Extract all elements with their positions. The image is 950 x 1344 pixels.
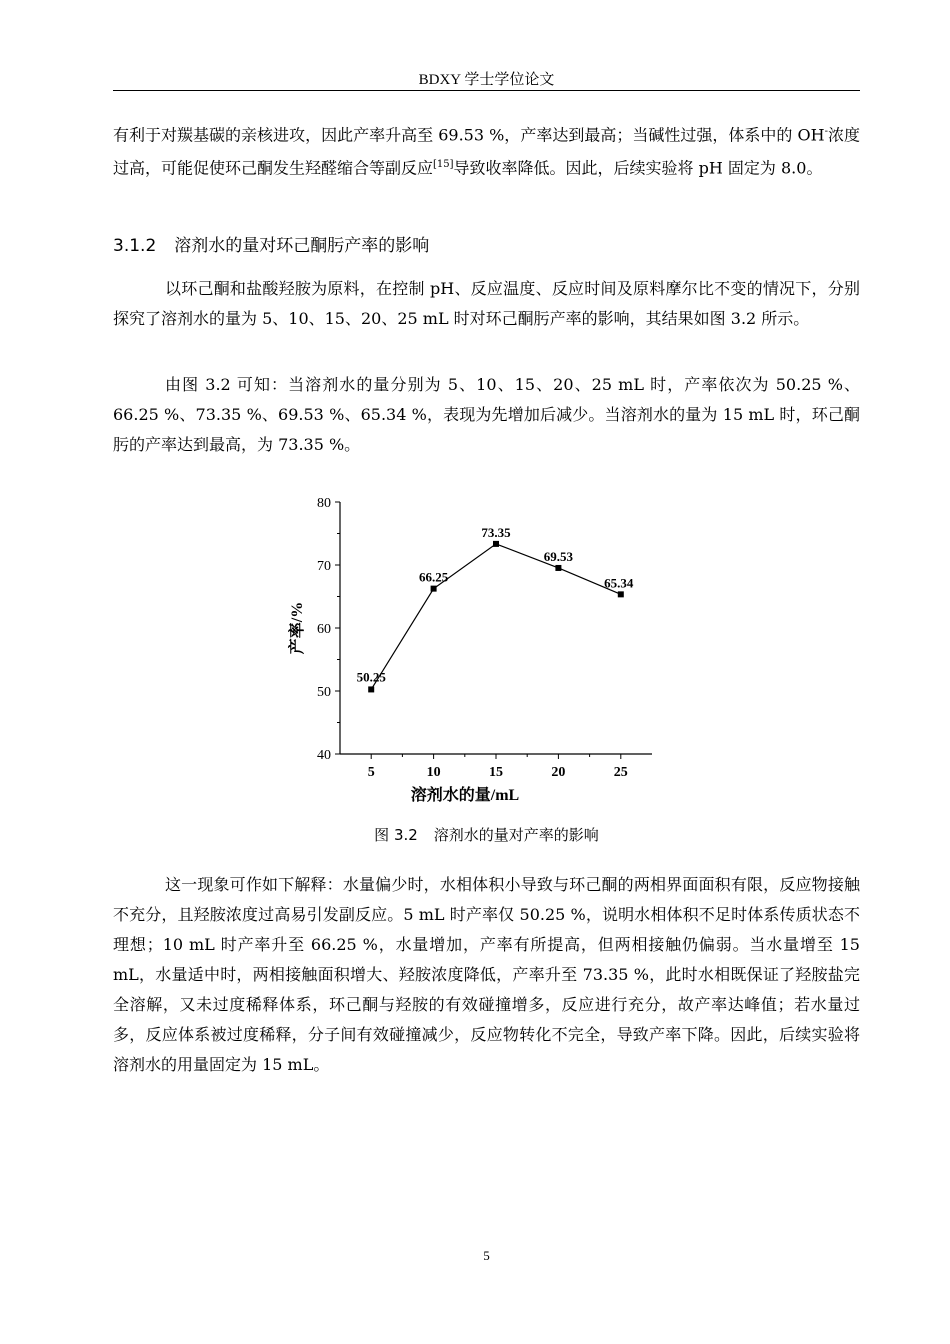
y-tick-label: 80 (317, 496, 331, 511)
data-point-marker (431, 586, 437, 592)
data-point-marker (493, 541, 499, 547)
intro-text-1: 有利于对羰基碳的亲核进攻，因此产率升高至 69.53 %，产率达到最高；当碱性过强，体系中的 OH (113, 125, 825, 145)
x-tick-label: 10 (426, 765, 441, 780)
citation-ref: [15] (433, 159, 454, 171)
data-points (368, 541, 624, 693)
data-point-marker (618, 591, 624, 597)
x-axis-label: 溶剂水的量/mL (410, 787, 520, 804)
method-paragraph: 以环己酮和盐酸羟胺为原料，在控制 pH、反应温度、反应时间及原料摩尔比不变的情况下，分别探究了溶剂水的量为 5、10、15、20、25 mL 时对环己酮肟产率的影响，其结果如图 3.2 所示。 (113, 279, 860, 328)
y-tick-label: 40 (317, 748, 331, 763)
x-axis-ticks (368, 754, 628, 780)
page-header: BDXY 学士学位论文 (418, 72, 555, 88)
data-label: 66.25 (418, 569, 449, 585)
figure-caption-text: 溶剂水的量对产率的影响 (433, 826, 599, 844)
intro-paragraph (113, 117, 860, 184)
y-tick-label: 60 (317, 622, 331, 637)
y-tick-label: 70 (317, 559, 331, 574)
y-tick-label: 50 (317, 685, 331, 700)
section-heading (113, 231, 429, 256)
data-point-marker (555, 565, 561, 571)
data-label: 69.53 (543, 548, 574, 564)
result-paragraph: 由图 3.2 可知：当溶剂水的量分别为 5、10、15、20、25 mL 时，产率依次为 50.25 %、66.25 %、73.35 %、69.53 %、65.34 %，表现为先增加后减少。当溶剂水的量为 15 mL 时，环己酮肟的产率达到最高，为 73.35 %。 (113, 375, 860, 454)
superscript-minus: - (824, 126, 828, 137)
section-title: 溶剂水的量对环己酮肟产率的影响 (174, 236, 430, 256)
intro-text-2: 浓度过高，可能促使环己酮发生羟醛缩合等副反应 (113, 125, 860, 178)
explanation-paragraph: 这一现象可作如下解释：水量偏少时，水相体积小导致与环己酮的两相界面面积有限，反应物接触不充分，且羟胺浓度过高易引发副反应。5 mL 时产率仅 50.25 %，说明水相体积不足时体系传质状态不理想；10 mL 时产率升至 66.25 %，水量增加，产率有所提高，但两相接触仍偏弱。当水量增至 15 mL，水量适中时，两相接触面积增大、羟胺浓度降低，产率升至 73.35 %，此时水相既保证了羟胺盐完全溶解，又未过度稀释体系，环己酮与羟胺的有效碰撞增多，反应进行充分，故产率达峰值；若水量过多，反应体系被过度稀释，分子间有效碰撞减少，反应物转化不完全，导致产率下降。因此，后续实验将溶剂水的用量固定为 15 mL。 (113, 875, 860, 1074)
section-number: 3.1.2 (113, 236, 157, 256)
y-axis-ticks (317, 496, 340, 763)
series-line (371, 544, 621, 690)
yield-line-chart (280, 488, 680, 813)
intro-text-3: 导致收率降低。因此，后续实验将 pH 固定为 8.0。 (453, 158, 823, 178)
data-label: 50.25 (356, 669, 386, 685)
x-tick-label: 5 (367, 765, 375, 780)
figure-caption (113, 824, 860, 845)
page-number: 5 (483, 1248, 490, 1263)
data-label: 65.34 (604, 575, 634, 591)
header-rule (113, 90, 860, 91)
x-tick-label: 20 (551, 765, 566, 780)
data-labels (357, 525, 634, 685)
y-axis-label: 产率/% (289, 601, 306, 655)
x-tick-label: 25 (613, 765, 628, 780)
x-tick-label: 15 (489, 765, 503, 780)
figure-number: 图 3.2 (374, 826, 418, 844)
data-point-marker (368, 686, 374, 692)
data-label: 73.35 (481, 524, 511, 540)
